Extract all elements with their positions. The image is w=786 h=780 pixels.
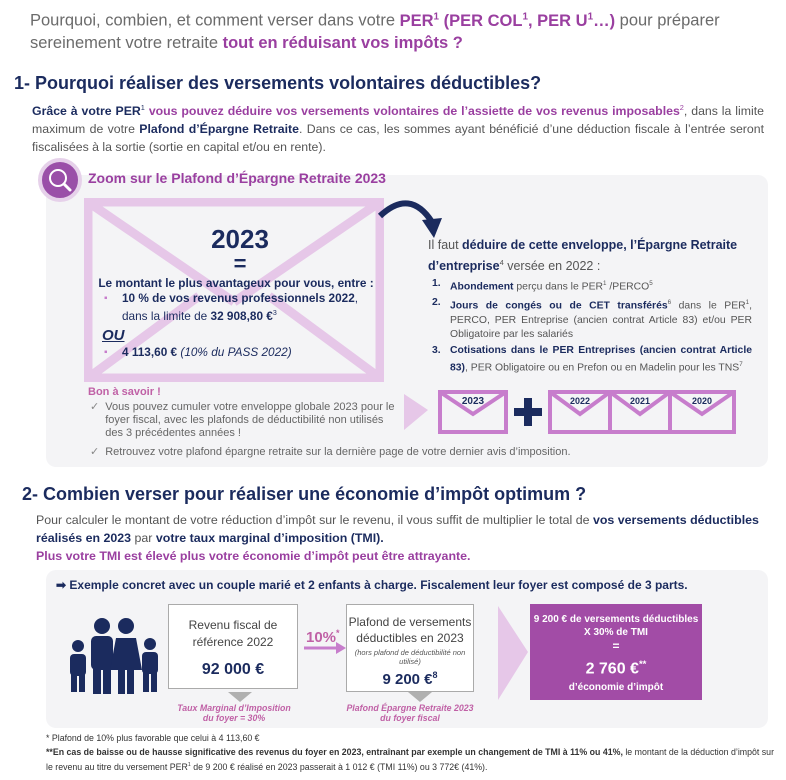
s2-text1: Pour calculer le montant de votre réduction d’impôt sur le revenu, il vous suffit de multiplier le total de [36, 513, 593, 527]
percent-value: 10% [306, 629, 337, 646]
envelope-intro: Le montant le plus avantageux pour vous, entre : [98, 276, 374, 290]
intro-text [30, 6, 770, 54]
s2-text2: par [131, 531, 156, 545]
per-end: …) [593, 11, 616, 30]
list-item [432, 277, 752, 294]
envelope-item-1 [96, 291, 376, 324]
plafond-label: Plafond Épargne Retraite 2023 du foyer fiscal [346, 703, 474, 723]
income-value: 92 000 € [201, 661, 265, 678]
chevron-right-icon [498, 606, 528, 700]
ceiling-value-text: 9 200 € [382, 671, 433, 688]
list-num: 1. [432, 278, 441, 289]
envelope-2022-label: 2022 [569, 396, 591, 406]
envelope-2023-label: 2023 [461, 396, 485, 407]
s1-purple: vous pouvez déduire vos versements volontaires de l’assiette de vos revenus imposables [144, 104, 680, 119]
result-value [530, 659, 702, 678]
item1-bold: 10 % de vos revenus professionnels 2022 [122, 291, 355, 305]
list-bold: Abondement [450, 281, 514, 293]
result-value-text: 2 760 € [585, 660, 639, 678]
list-bold: Cotisations dans le PER Entreprises (ancien contrat Article 83) [450, 344, 752, 374]
deduct-t2: versée en 2022 : [503, 259, 601, 274]
result-equals: = [612, 639, 620, 653]
list-item [432, 344, 752, 375]
good-to-know-2 [90, 446, 690, 459]
u-sup: 1 [587, 11, 594, 22]
arrow-right-icon: ➡ [56, 578, 70, 592]
footnote-2-text1: le montant de la déduction d’impôt sur le revenu au titre du versement PER [46, 747, 775, 772]
ceiling-sup: 8 [432, 670, 438, 680]
s1-text1: , dans la limite maximum de votre [32, 104, 764, 137]
section1-body [32, 99, 764, 156]
ceiling-label: Plafond de versements déductibles en 2023 [348, 615, 472, 645]
section2-body [36, 511, 766, 565]
envelopes-sum-illustration [404, 388, 744, 438]
item1-sup: 3 [272, 309, 277, 317]
zoom-title: Zoom sur le Plafond d’Épargne Retraite 2023 [88, 170, 386, 186]
zoom-badge [38, 158, 82, 202]
envelope-2020-icon [670, 392, 734, 432]
list-sup: 7 [739, 360, 743, 368]
list-sup: 6 [667, 299, 672, 307]
s1-text2: . Dans ce cas, les sommes ayant bénéficié d’une déduction fiscale à l’entrée seront fiscalisées à la sortie (sortie en capital et/ou en rente). [32, 122, 765, 155]
s1-sup2: 2 [679, 103, 684, 112]
deduction-list [432, 277, 752, 375]
list-text2: , PERCO, PER Entreprise (ancien contrat Article 83) et/ou PER Obligatoire par les salariés [450, 300, 752, 340]
intro-part1: Pourquoi, combien, et comment verser dans votre [30, 11, 400, 30]
envelope-item-2 [96, 345, 376, 360]
list-text2: /PERCO [606, 281, 650, 293]
plus-icon [514, 398, 542, 426]
col-sup: 1 [522, 11, 528, 22]
deduct-t1: Il faut [428, 238, 463, 252]
list-item [432, 296, 752, 341]
list-num: 2. [432, 297, 441, 309]
s2-bold2: votre taux marginal d’imposition (TMI). [155, 531, 384, 545]
ceiling-value [347, 670, 473, 688]
income-label: Revenu fiscal de référence 2022 [188, 618, 278, 649]
s2-bold1: vos versements déductibles réalisés en 2023 [36, 513, 759, 545]
good-to-know-1-text: Vous pouvez cumuler votre enveloppe globale 2023 pour le foyer fiscal, avec les plafonds de déductibilité non utilisés des 3 précédentes années ! [105, 401, 395, 439]
footnote-2-sup: 1 [187, 762, 191, 768]
footnote-2 [46, 746, 776, 774]
item2-bold: 4 113,60 € [122, 344, 178, 359]
s2-highlight: Plus votre TMI est élevé plus votre économie d’impôt peut être attrayante. [36, 549, 471, 563]
envelope-2021-icon [610, 392, 670, 432]
deduct-sup: 4 [499, 258, 504, 267]
per-sup: 1 [433, 11, 440, 22]
s1-bold1: Grâce à votre PER [32, 104, 141, 119]
list-text: perçu dans le PER [513, 281, 604, 293]
tmi-label: Taux Marginal d’Imposition du foyer = 30% [177, 703, 291, 723]
ceiling-note: (hors plafond de déductibilité non utilisé) [354, 648, 466, 666]
good-to-know-title: Bon à savoir ! [88, 386, 161, 398]
envelope-2022-icon [550, 392, 610, 432]
section1-title: 1- Pourquoi réaliser des versements volontaires déductibles? [14, 73, 542, 93]
envelope-text [96, 276, 376, 360]
section2-title: 2- Combien verser pour réaliser une économie d’impôt optimum ? [22, 484, 587, 504]
good-to-know-1 [90, 401, 400, 440]
intro-highlight: tout en réduisant vos impôts ? [222, 33, 463, 52]
footnote-2-text2: de 9 200 € réalisé en 2023 passerait à 1 012 € (TMI 11%) ou 3 772€ (41%). [190, 761, 488, 772]
ceiling-box [346, 604, 474, 692]
envelope-year: 2023 [211, 224, 269, 254]
caret-down-icon [408, 692, 432, 702]
item1-text: , dans la limite de [122, 291, 359, 323]
envelope-equals: = [233, 251, 247, 276]
family-icon [70, 618, 158, 694]
s1-sup1: 1 [140, 103, 145, 112]
per-u: , PER U [527, 11, 588, 30]
intro-part2: pour préparer sereinement votre retraite [30, 11, 720, 52]
percent-label [306, 628, 340, 646]
list-sup2: 1 [745, 299, 750, 307]
item2-text: (10% du PASS 2022) [177, 344, 292, 359]
deduct-bold: déduire de cette enveloppe, l’Épargne Retraite d’entreprise [428, 238, 738, 274]
list-sup2: 5 [649, 280, 653, 287]
list-num: 3. [432, 344, 441, 356]
result-box [530, 604, 702, 700]
result-line2: d’économie d’impôt [568, 682, 664, 694]
per-detail: (PER COL [439, 11, 523, 30]
list-bold: Jours de congés ou de CET transférés [450, 300, 668, 312]
footnote-2-bold: **En cas de baisse ou de hausse significative des revenus du foyer en 2023, entraînant par exemple un changement de TMI à 11% ou 41%, [46, 747, 623, 757]
caret-down-icon [228, 692, 252, 702]
footnote-1: * Plafond de 10% plus favorable que celui à 4 113,60 € [46, 733, 260, 743]
example-title [56, 578, 688, 592]
result-sup: ** [638, 659, 647, 670]
list-text: dans le PER [671, 300, 746, 312]
check-icon: ✓ [90, 401, 100, 413]
envelope-2023-icon [440, 392, 506, 432]
intro-per [400, 12, 615, 30]
deduction-text [428, 236, 758, 275]
envelope-ou: OU [102, 326, 125, 344]
list-sup: 1 [603, 280, 607, 287]
magnifier-icon [42, 162, 78, 198]
result-line1: 9 200 € de versements déductibles X 30% de TMI [533, 614, 699, 638]
envelope-2020-label: 2020 [691, 396, 713, 406]
check-icon: ✓ [90, 446, 100, 458]
list-text: , PER Obligatoire ou en Prefon ou en Madelin pour les TNS [465, 362, 740, 374]
s1-bold2: Plafond d’Épargne Retraite [139, 122, 299, 137]
example-title-text: Exemple concret avec un couple marié et 2 enfants à charge. Fiscalement leur foyer est composé de 3 parts. [69, 578, 688, 592]
percent-sup: * [336, 628, 340, 638]
income-box [168, 604, 298, 689]
envelope-2021-label: 2021 [629, 396, 651, 406]
item1-value: 32 908,80 € [210, 308, 273, 323]
per-label: PER [399, 11, 434, 30]
good-to-know-2-text: Retrouvez votre plafond épargne retraite sur la dernière page de votre dernier avis d’imposition. [105, 446, 571, 458]
